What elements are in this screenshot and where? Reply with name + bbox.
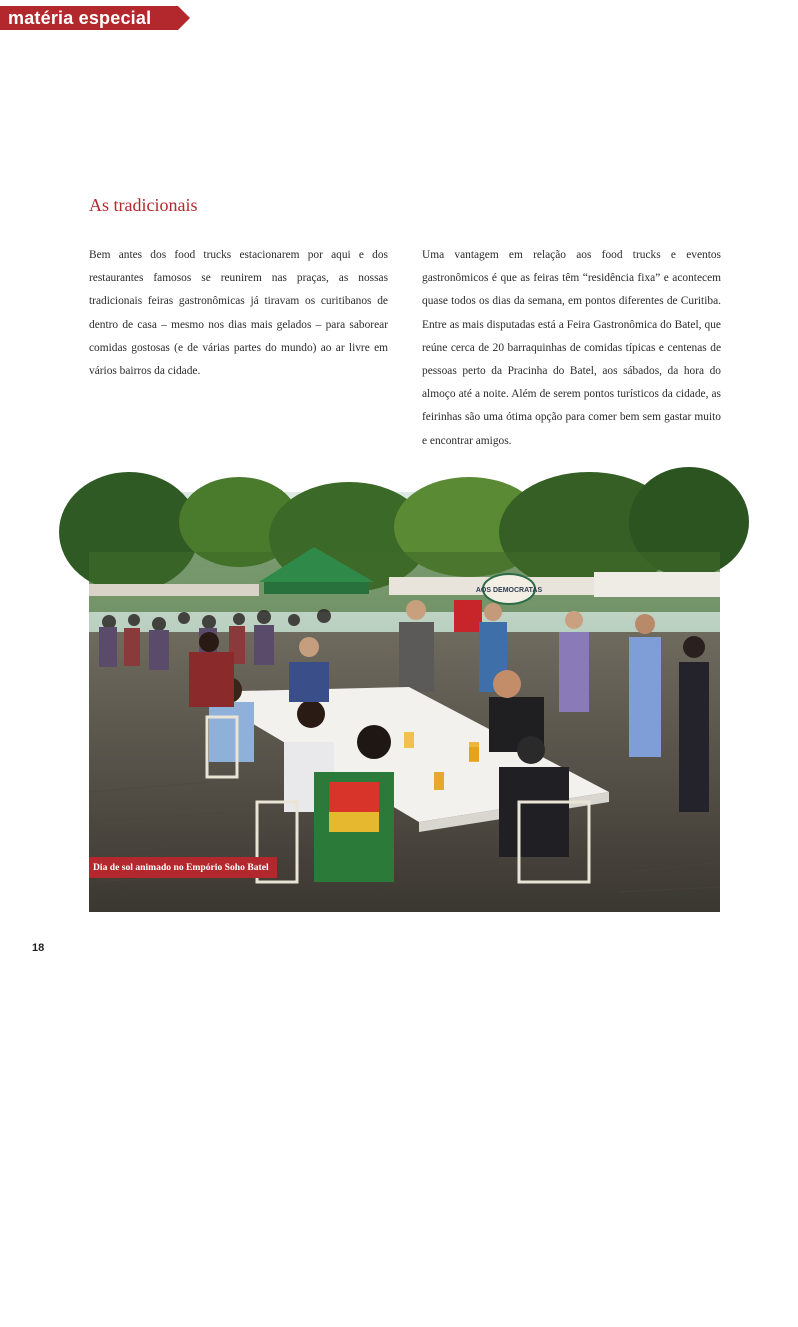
article-photo (89, 492, 797, 1327)
stall-sign-text: AOS DEMOCRATAS (475, 587, 543, 594)
page-number: 18 (32, 942, 45, 954)
photo-illustration (89, 492, 720, 912)
article-paragraph-right: Uma vantagem em relação aos food trucks e eventos gastronômicos é que as feiras têm “residência fixa” e acontecem quase todos os dias da semana, em pontos diferentes de Curitiba. Entre as mais disputadas está a Feira Gastronômica do Batel, que reúne cerca de 20 barraquinhas de comidas típicas e centenas de pessoas perto da Pracinha do Batel, aos sábados, da hora do almoço até a noite. Além de serem pontos turísticos da cidade, as feirinhas são uma ótima opção para comer bem sem gastar muito e encontrar amigos. (422, 249, 721, 447)
section-tab (0, 6, 190, 30)
photo-credit: Foto: Divulgação / Juarez Junior (788, 1222, 797, 1327)
section-label: matéria especial (8, 8, 152, 28)
article-paragraph-left: Bem antes dos food trucks estacionarem por aqui e dos restaurantes famosos se reunirem nas praças, as nossas tradicionais feiras gastronômicas já tiravam os curitibanos de dentro de casa – mesmo nos dias mais gelados – para saborear comidas gostosas (e de várias partes do mundo) ao ar livre em vários bairros da cidade. (89, 249, 388, 378)
photo-caption: Dia de sol animado no Empório Soho Batel (89, 857, 277, 878)
article-heading: As tradicionais (89, 195, 198, 215)
